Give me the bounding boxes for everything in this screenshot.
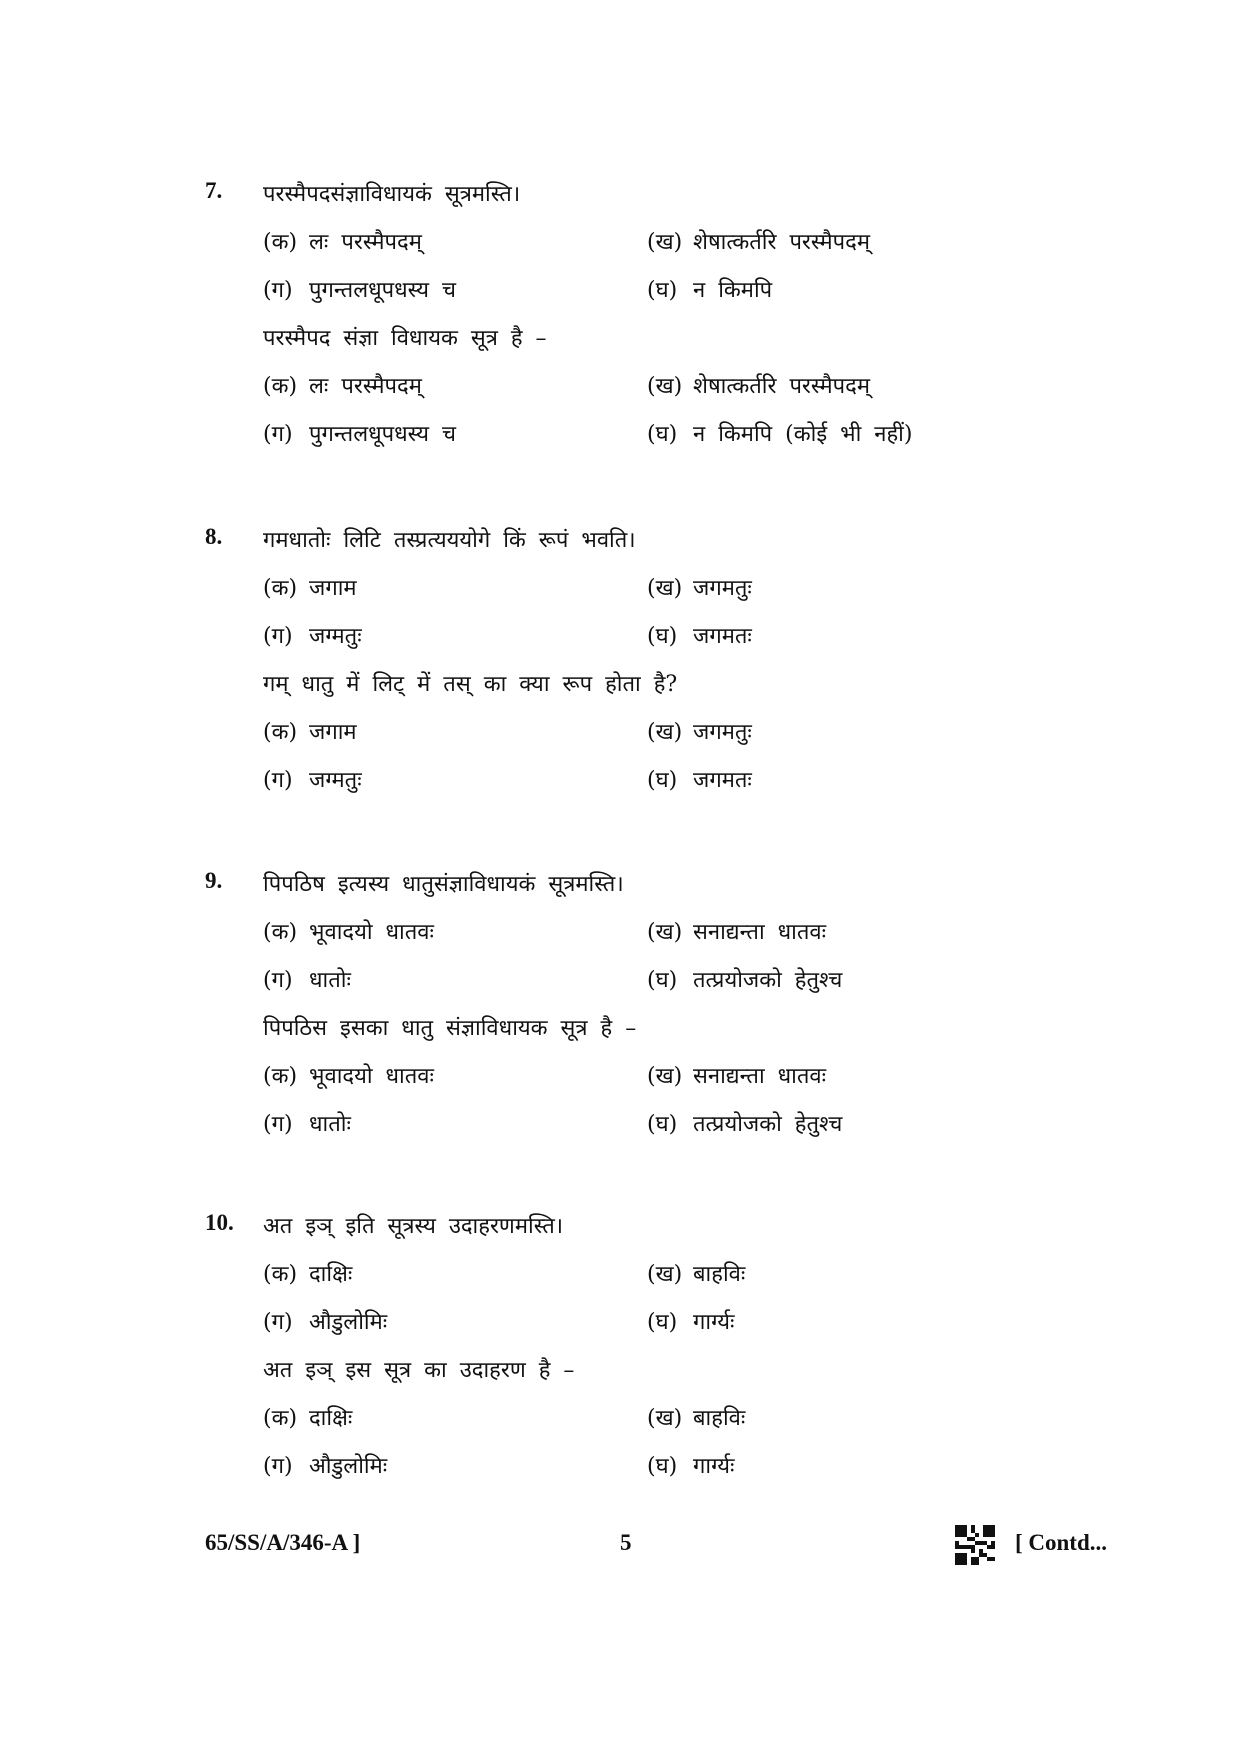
option-gha: (घ) गार्ग्यः: [647, 1310, 735, 1335]
question-text-sanskrit: पिपठिष इत्यस्य धातुसंज्ञाविधायकं सूत्रमस्ति।: [263, 872, 624, 897]
option-ka: (क) दाक्षिः: [263, 1262, 353, 1287]
option-ka: (क) भूवादयो धातवः: [263, 920, 434, 945]
option-kha: (ख) बाहविः: [647, 1262, 746, 1287]
option-ka: (क) लः परस्मैपदम्: [263, 230, 422, 255]
option-kha: (ख) सनाद्यन्ता धातवः: [647, 1064, 827, 1089]
option-ka: (क) जगाम: [263, 576, 357, 601]
option-gha: (घ) तत्प्रयोजको हेतुश्च: [647, 968, 843, 993]
option-kha: (ख) बाहविः: [647, 1406, 746, 1431]
question-text-sanskrit: अत इञ् इति सूत्रस्य उदाहरणमस्ति।: [263, 1214, 564, 1239]
option-kha: (ख) शेषात्कर्तरि परस्मैपदम्: [647, 230, 870, 255]
qr-code-icon: [955, 1525, 995, 1565]
question-text-hindi: पिपठिस इसका धातु संज्ञाविधायक सूत्र है –: [263, 1016, 637, 1041]
option-ka: (क) लः परस्मैपदम्: [263, 374, 422, 399]
option-ga: (ग) धातोः: [263, 968, 351, 993]
page-number: 5: [620, 1530, 632, 1555]
question-text-hindi: अत इञ् इस सूत्र का उदाहरण है –: [263, 1358, 575, 1383]
option-gha: (घ) गार्ग्यः: [647, 1454, 735, 1479]
question-text-sanskrit: परस्मैपदसंज्ञाविधायकं सूत्रमस्ति।: [263, 182, 521, 207]
option-ga: (ग) औडुलोमिः: [263, 1310, 388, 1335]
question-number: 9.: [205, 868, 223, 893]
option-ga: (ग) जग्मतुः: [263, 624, 362, 649]
question-number: 7.: [205, 178, 223, 203]
paper-code: 65/SS/A/346-A ]: [205, 1530, 361, 1555]
option-ga: (ग) जग्मतुः: [263, 768, 362, 793]
option-ga: (ग) पुगन्तलधूपधस्य च: [263, 422, 456, 447]
option-kha: (ख) जगमतुः: [647, 576, 752, 601]
option-ka: (क) दाक्षिः: [263, 1406, 353, 1431]
option-ga: (ग) धातोः: [263, 1112, 351, 1137]
option-kha: (ख) सनाद्यन्ता धातवः: [647, 920, 827, 945]
question-text-hindi: परस्मैपद संज्ञा विधायक सूत्र है –: [263, 326, 547, 351]
question-text-sanskrit: गमधातोः लिटि तस्प्रत्यययोगे किं रूपं भवति।: [263, 528, 636, 553]
question-number: 8.: [205, 524, 223, 549]
continued-label: [ Contd...: [1015, 1530, 1108, 1555]
option-ka: (क) भूवादयो धातवः: [263, 1064, 434, 1089]
option-gha: (घ) न किमपि (कोई भी नहीं): [647, 422, 913, 447]
option-kha: (ख) शेषात्कर्तरि परस्मैपदम्: [647, 374, 870, 399]
option-gha: (घ) जगमतः: [647, 624, 752, 649]
option-ga: (ग) पुगन्तलधूपधस्य च: [263, 278, 456, 303]
option-kha: (ख) जगमतुः: [647, 720, 752, 745]
question-number: 10.: [205, 1210, 234, 1235]
option-ka: (क) जगाम: [263, 720, 357, 745]
option-ga: (ग) औडुलोमिः: [263, 1454, 388, 1479]
option-gha: (घ) न किमपि: [647, 278, 773, 303]
question-text-hindi: गम् धातु में लिट् में तस् का क्या रूप होता है?: [263, 672, 678, 697]
option-gha: (घ) जगमतः: [647, 768, 752, 793]
option-gha: (घ) तत्प्रयोजको हेतुश्च: [647, 1112, 843, 1137]
